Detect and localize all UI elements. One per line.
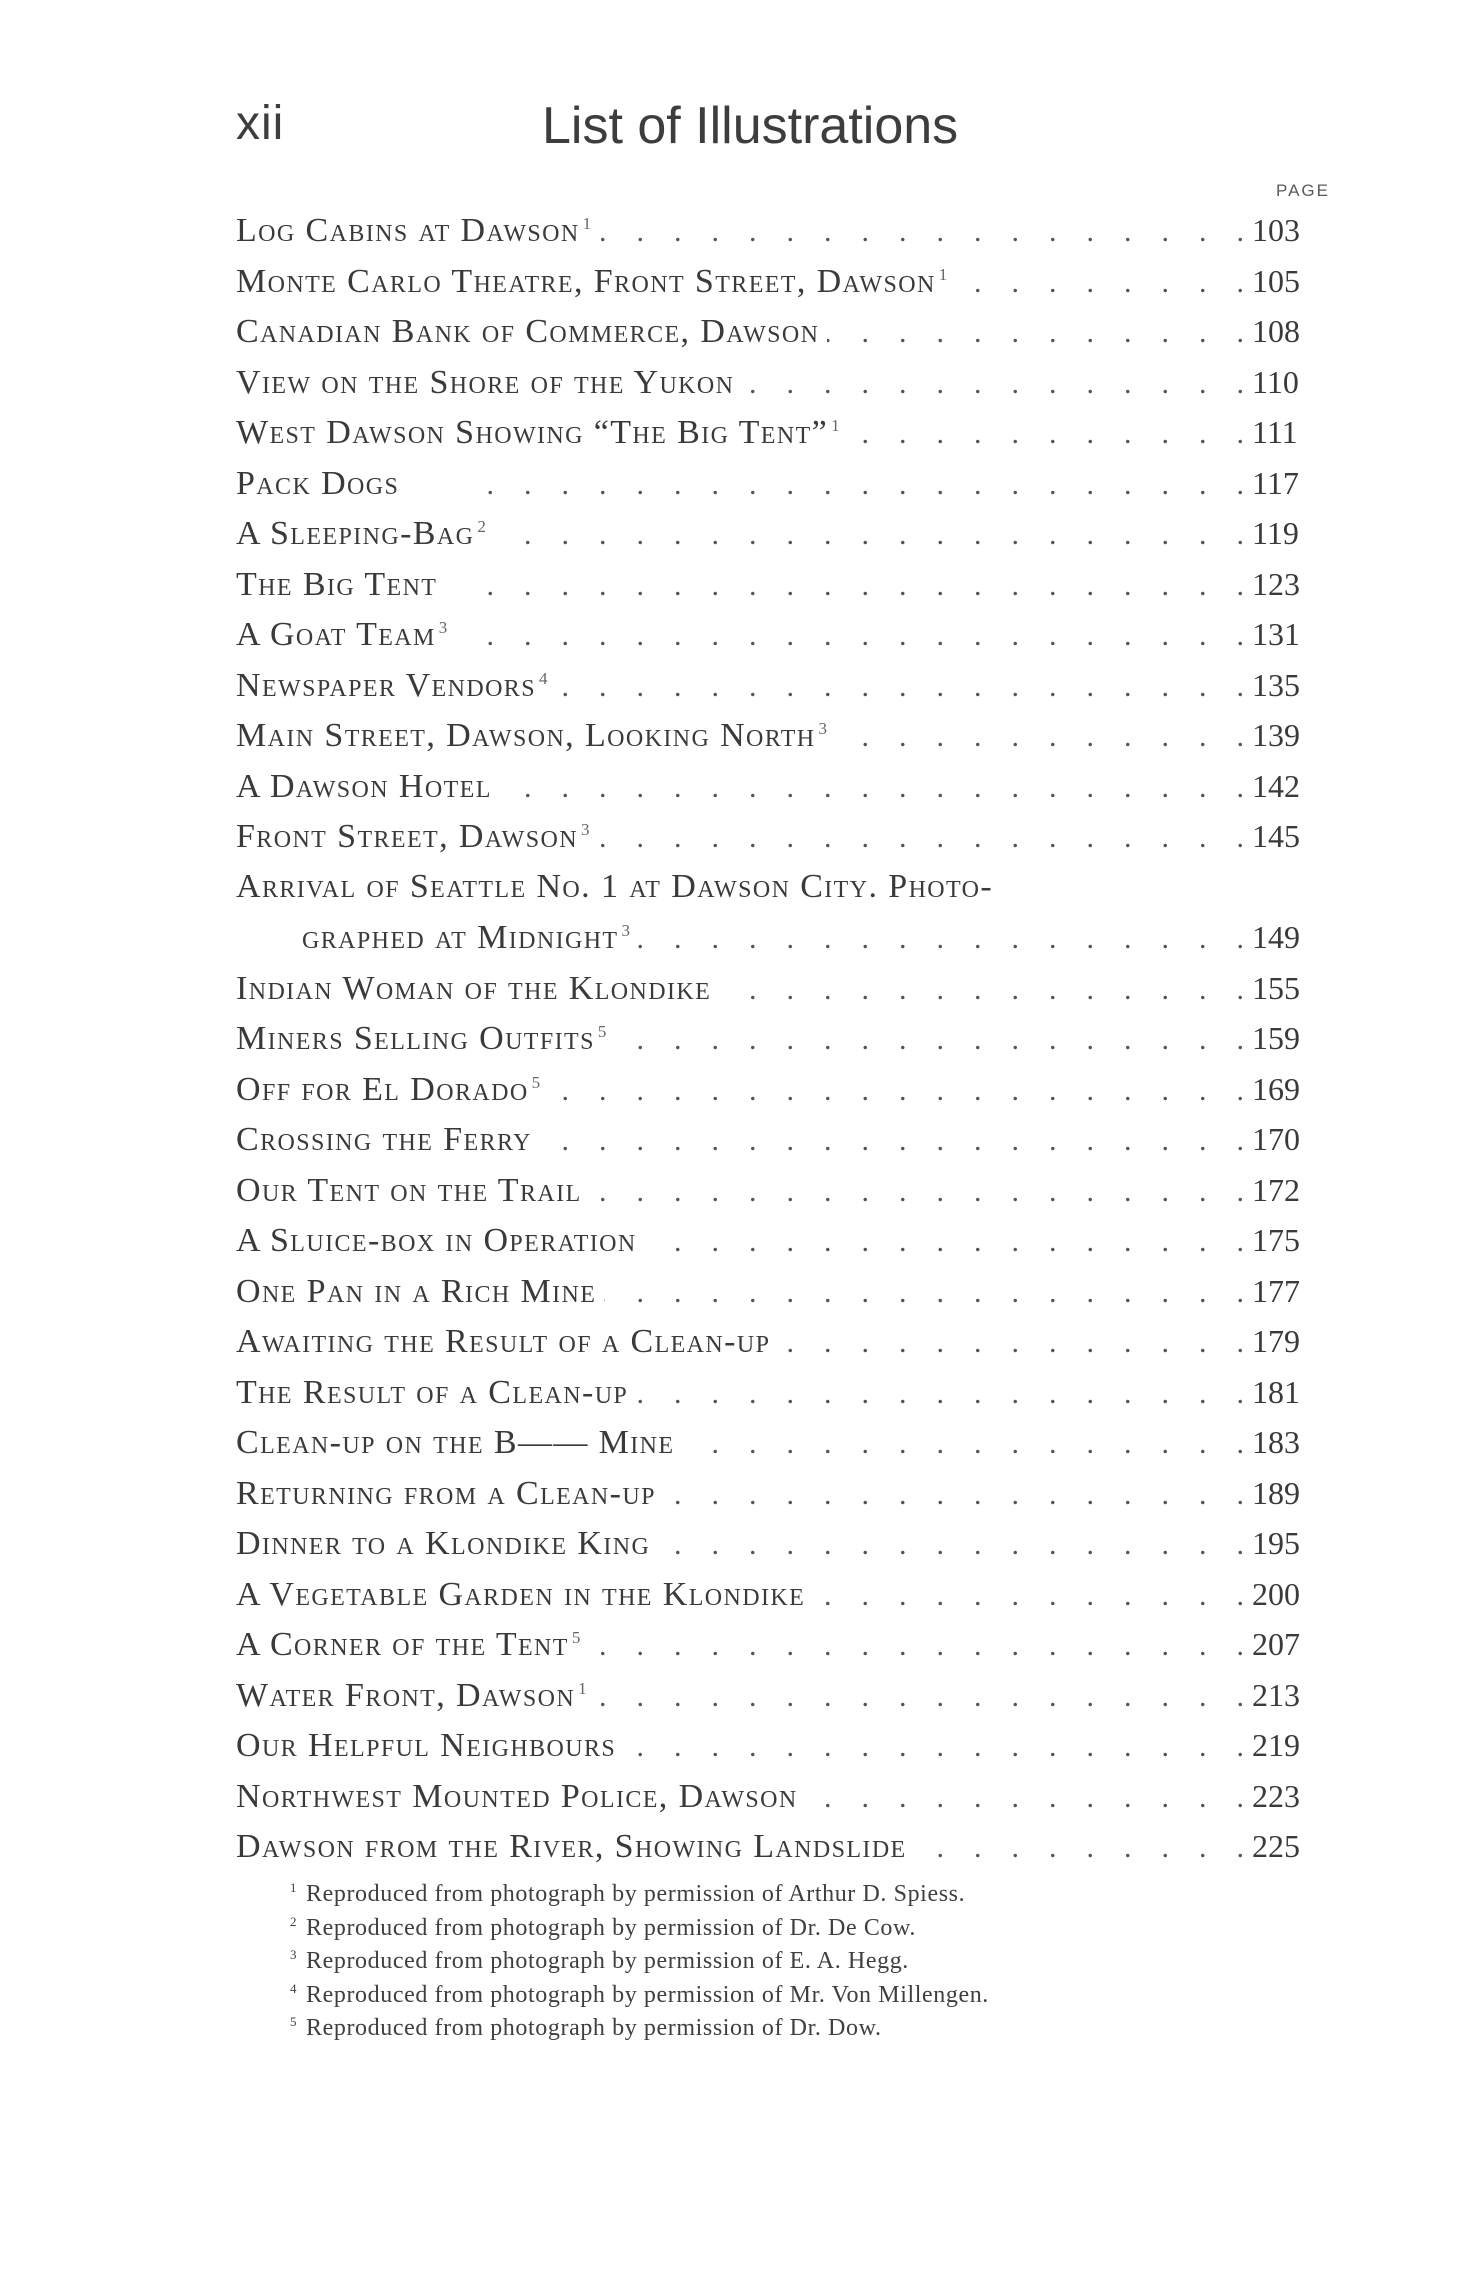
toc-entry-title [236,1519,650,1570]
toc-entry-page: 200 [1252,1575,1300,1612]
toc-entry-page: 149 [1252,919,1300,955]
page-header [236,96,1026,166]
footnote-text: Reproduced from photograph by permission of Dr. De Cow. [306,1914,917,1941]
toc-entry-page: 172 [1252,1171,1300,1208]
toc-entry-title-text: Dawson from the River, Showing Landslide [236,1828,907,1865]
dot-leader [650,1520,1252,1571]
toc-entry-page: 175 [1252,1222,1300,1258]
toc-entry-title [236,1317,770,1368]
toc-entry-title-text: Canadian Bank of Commerce, Dawson [236,313,820,350]
footnote-text: Reproduced from photograph by permission of E. A. Hegg. [306,1948,909,1974]
toc-entry-title-text: Newspaper Vendors [236,666,536,704]
toc-entry-page: 169 [1252,1070,1300,1107]
footnote-ref: 5 [571,1628,581,1647]
toc-entry-page: 123 [1252,565,1300,602]
toc-entry-title [236,1267,596,1318]
toc-entry-page: 177 [1252,1272,1300,1309]
toc-entry [236,205,1306,256]
toc-entry-title [236,661,547,712]
toc-entry-page: 155 [1252,969,1300,1006]
dot-leader [492,763,1252,814]
toc-entry-title-text: Arrival of Seattle No. 1 at Dawson City. Photo- [236,867,994,905]
toc-entry [236,1013,1306,1064]
toc-entry-page: 131 [1252,616,1300,652]
toc-entry-title [236,1216,637,1267]
dot-leader [437,561,1252,612]
toc-entry-title [236,610,447,661]
toc-entry-title-text: A Corner of the Tent [236,1626,569,1663]
page-number: xii [236,97,285,150]
toc-entry-page: 108 [1252,313,1300,349]
toc-entry [236,407,1306,458]
toc-entry-title [236,1671,587,1722]
dot-leader [805,1571,1252,1622]
toc-entry-title-text: Indian Woman of the Klondike [236,969,712,1007]
footnote-ref: 3 [818,719,828,738]
dot-leader [819,308,1252,359]
dot-leader [616,1722,1252,1773]
toc-entry-title-text: A Sluice-box in Operation [236,1222,637,1259]
toc-entry-title-text: Crossing the Ferry [236,1121,532,1158]
footnote: $^3$ Reproduced from photograph by permission of E. A. Hegg. [290,1947,909,1974]
toc-entry-page: 119 [1252,515,1299,551]
dot-leader [947,258,1252,309]
footnote: $^1$ Reproduced from photograph by permission of Arthur D. Spiess. [290,1880,966,1907]
toc-entry-title-text: Our Tent on the Trail [236,1171,582,1209]
toc-entry [236,1215,1306,1266]
footnote-text: Reproduced from photograph by permission of Dr. Dow. [306,2015,882,2041]
dot-leader [580,1621,1252,1672]
toc-entry-page: 189 [1252,1474,1300,1511]
toc-entry-title-text: Log Cabins at Dawson [236,212,580,249]
toc-entry-title [236,812,589,863]
toc-entry-title [236,206,591,257]
dot-leader [840,409,1252,460]
toc-entry-title-text: Returning from a Clean-up [236,1474,656,1512]
toc-entry-title-text: Main Street, Dawson, Looking North [236,717,816,754]
toc-entry-title-text: graphed at Midnight [302,919,619,956]
dot-leader [591,207,1252,258]
toc-entry-title-text: Pack Dogs [236,464,400,502]
toc-entry-title [236,1469,656,1520]
toc-entry-title-text: View on the Shore of the Yukon [236,363,735,401]
toc-entry-page: 145 [1252,818,1300,854]
toc-entry [236,1670,1306,1721]
toc-entry-page: 223 [1252,1777,1300,1814]
footnote: $^4$ Reproduced from photograph by permission of Mr. Von Millengen. [290,1980,989,2008]
toc-entry-title-text: Awaiting the Result of a Clean-up [236,1323,771,1360]
toc-entry-page: 117 [1252,464,1299,501]
toc-entry [236,811,1306,862]
toc-entry-title [236,762,492,813]
toc-entry-title [236,257,947,308]
toc-entry-title [236,711,827,762]
toc-entry-title [236,862,993,913]
toc-entry [236,1064,1306,1115]
toc-entry-title [236,1772,798,1823]
dot-leader [589,813,1252,864]
toc-entry [236,963,1306,1014]
footnote-ref: 4 [538,668,548,688]
dot-leader [532,1116,1252,1167]
toc-entry-page: 219 [1252,1727,1300,1763]
toc-entry-title-text: Northwest Mounted Police, Dawson [236,1777,798,1815]
footnote-ref: 3 [580,820,590,839]
toc-entry-title-text: Water Front, Dawson [236,1676,576,1714]
toc-entry-title [236,358,734,409]
toc-entry-title-text: The Big Tent [236,565,438,603]
toc-entry-title [236,1065,540,1116]
illustrations-list [236,205,1306,1872]
toc-entry-title [236,964,711,1015]
footnote-ref: 5 [597,1022,607,1041]
toc-entry-title-text: A Vegetable Garden in the Klondike [236,1575,806,1613]
toc-entry-page: 181 [1252,1373,1300,1410]
toc-entry [236,256,1306,307]
toc-entry-page: 110 [1252,363,1299,400]
footnote-ref: 5 [531,1072,541,1092]
toc-entry [236,306,1306,357]
toc-entry [236,710,1306,761]
toc-entry [236,1569,1306,1620]
toc-entry-title [236,560,437,611]
dot-leader [798,1773,1252,1824]
toc-entry-title-text: A Goat Team [236,616,436,653]
footnote-text: Reproduced from photograph by permission of Mr. Von Millengen. [306,1981,989,2008]
toc-entry-title-text: The Result of a Clean-up [236,1373,629,1411]
page-column-label: PAGE [1276,181,1330,200]
toc-entry-title [236,459,399,510]
toc-entry-title [236,1721,616,1772]
toc-entry-title [302,913,630,964]
toc-entry [236,1417,1306,1468]
toc-entry-page: 105 [1252,262,1300,299]
toc-entry-title-text: Our Helpful Neighbours [236,1727,617,1764]
dot-leader [606,1015,1252,1066]
footnote-ref: 1 [831,416,840,435]
toc-entry-title [236,509,486,560]
footnote: $^2$ Reproduced from photograph by permission of Dr. De Cow. [290,1913,917,1941]
toc-entry-title-text: A Sleeping-Bag [236,515,475,552]
toc-entry [236,1165,1306,1216]
dot-leader [630,914,1252,965]
toc-entry-page: 179 [1252,1323,1300,1359]
toc-entry-page: 183 [1252,1424,1300,1460]
footnote-ref: 1 [578,1678,587,1698]
footnote-ref: 3 [621,921,630,940]
dot-leader [486,510,1252,561]
toc-entry [236,660,1306,711]
footnotes [290,1878,1290,2046]
toc-entry [236,559,1306,610]
toc-entry-page: 170 [1252,1121,1300,1157]
footnote-ref: 2 [477,517,486,536]
toc-entry-title-text: West Dawson Showing “The Big Tent” [236,414,829,451]
toc-entry [236,1468,1306,1519]
dot-leader [637,1217,1252,1268]
toc-entry-title-text: Dinner to a Klondike King [236,1525,651,1562]
toc-entry-page: 135 [1252,666,1300,703]
footnote-ref: 1 [582,214,592,233]
toc-entry [236,508,1306,559]
toc-entry-title-text: Off for El Dorado [236,1070,529,1108]
dot-leader [628,1369,1252,1420]
toc-entry [236,1720,1306,1771]
toc-entry-title [236,1115,532,1166]
toc-entry [236,1114,1306,1165]
toc-entry [236,862,1306,913]
toc-entry-title-text: Monte Carlo Theatre, Front Street, Dawson [236,262,936,300]
toc-entry [236,1266,1306,1317]
toc-entry [236,357,1306,408]
dot-leader [399,460,1252,511]
toc-entry [236,912,1306,963]
dot-leader [656,1470,1252,1521]
dot-leader [711,965,1252,1016]
dot-leader [447,611,1252,662]
dot-leader [674,1419,1252,1470]
toc-entry-page: 213 [1252,1676,1300,1713]
toc-entry-title [236,1620,580,1671]
toc-entry-title [236,307,819,358]
dot-leader [734,359,1252,410]
toc-entry-page: 159 [1252,1020,1300,1056]
dot-leader [587,1672,1252,1723]
toc-entry [236,1821,1306,1872]
toc-entry-page: 142 [1252,767,1300,804]
dot-leader [907,1823,1252,1874]
toc-entry [236,609,1306,660]
toc-entry-title [236,1166,582,1217]
toc-entry-page: 103 [1252,212,1300,248]
dot-leader [582,1167,1252,1218]
toc-entry [236,1316,1306,1367]
footnote: $^5$ Reproduced from photograph by permission of Dr. Dow. [290,2014,882,2041]
toc-entry [236,761,1306,812]
toc-entry [236,1771,1306,1822]
toc-entry-page: 111 [1252,414,1298,450]
toc-entry [236,1518,1306,1569]
dot-leader [596,1268,1252,1319]
toc-entry-title [236,1014,606,1065]
toc-entry-title [236,1570,805,1621]
footnote-ref: 3 [438,618,448,637]
toc-entry-title [236,1368,628,1419]
dot-leader [827,712,1252,763]
toc-entry [236,1619,1306,1670]
toc-entry-title-text: Front Street, Dawson [236,818,578,855]
toc-entry-page: 139 [1252,717,1300,753]
toc-entry-title-text: A Dawson Hotel [236,767,492,805]
toc-entry-title-text: Miners Selling Outfits [236,1020,595,1057]
toc-entry [236,1367,1306,1418]
toc-entry-title [236,1822,907,1873]
toc-entry-page: 225 [1252,1828,1300,1864]
toc-entry-title [236,1418,674,1469]
toc-entry-page: 207 [1252,1626,1300,1662]
toc-entry-page: 195 [1252,1525,1300,1561]
footnote-ref: 1 [938,264,948,284]
dot-leader [547,662,1252,713]
footnote-text: Reproduced from photograph by permission of Arthur D. Spiess. [306,1881,966,1907]
toc-entry-title-text: Clean-up on the B—— Mine [236,1424,675,1461]
toc-entry [236,458,1306,509]
dot-leader [770,1318,1252,1369]
toc-entry-title [236,408,840,459]
toc-entry-title-text: One Pan in a Rich Mine [236,1272,597,1310]
dot-leader [540,1066,1252,1117]
page-title: List of Illustrations [542,97,959,155]
